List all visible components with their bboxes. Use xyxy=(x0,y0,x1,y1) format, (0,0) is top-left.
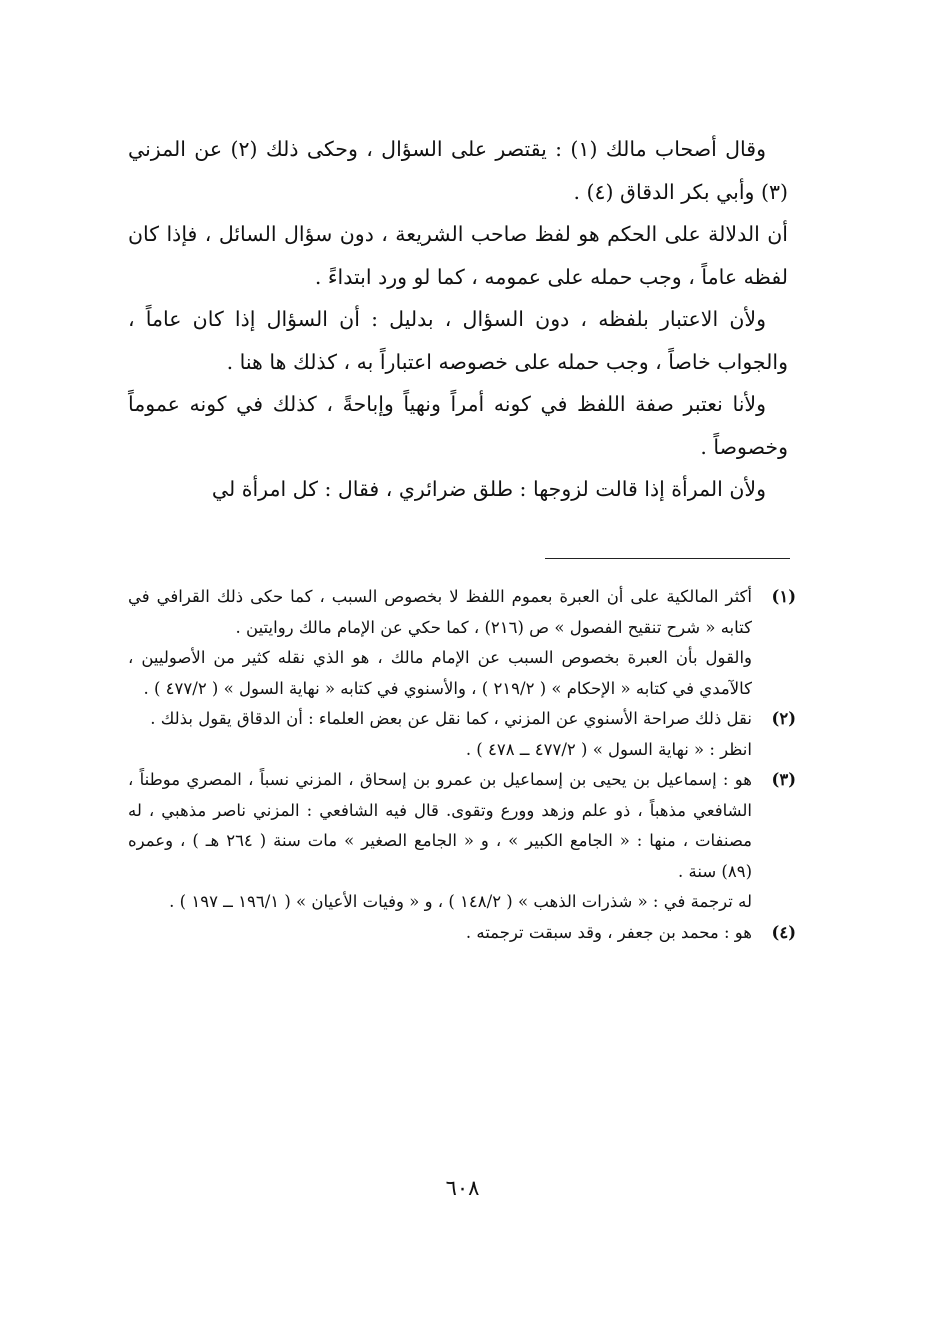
footnote-body xyxy=(128,765,752,918)
body-paragraph: وقال أصحاب مالك (١) : يقتصر على السؤال ، وحكى ذلك (٢) عن المزني (٣) وأبي بكر الدقاق (٤) . xyxy=(128,137,788,204)
footnote-text: له ترجمة في : « شذرات الذهب » ( ١٤٨/٢ ) ، و « وفيات الأعيان » ( ١٩٦/١ ــ ١٩٧ ) . xyxy=(169,892,752,911)
footnote-number: (٢) xyxy=(771,709,796,728)
body-paragraph: ولأن المرأة إذا قالت لزوجها : طلق ضرائري ، فقال : كل امرأة لي xyxy=(211,477,766,501)
footnote-1 xyxy=(128,582,796,704)
footnote-text: هو : محمد بن جعفر ، وقد سبقت ترجمته . xyxy=(465,922,752,942)
footnote-text: أكثر المالكية على أن العبرة بعموم اللفظ لا بخصوص السبب ، كما حكى ذلك القرافي في كتابه « شرح تنقيح الفصول » ص (٢١٦) ، كما حكي عن الإمام مالك روايتين . xyxy=(128,587,752,637)
footnote-4 xyxy=(128,918,796,949)
body-paragraph: أن الدلالة على الحكم هو لفظ صاحب الشريعة ، دون سؤال السائل ، فإذا كان لفظه عاماً ، وجب حمله على عمومه ، كما لو ورد ابتداءً . xyxy=(128,222,788,289)
footnote-text: نقل ذلك صراحة الأسنوي عن المزني ، كما نقل عن بعض العلماء : أن الدقاق يقول بذلك . xyxy=(150,709,752,728)
footnote-separator xyxy=(545,558,790,559)
footnote-2 xyxy=(128,704,796,765)
footnote-3 xyxy=(128,765,796,918)
footnote-text: والقول بأن العبرة بخصوص السبب عن الإمام مالك ، هو الذي نقله كثير من الأصوليين ، كالآمدي في كتابه « الإحكام » ( ٢١٩/٢ ) ، والأسنوي في كتابه « نهاية السول » ( ٤٧٧/٢ ) . xyxy=(128,648,752,698)
footnote-number: (١) xyxy=(771,587,796,606)
footnote-number: (٤) xyxy=(771,922,796,942)
footnote-body xyxy=(128,582,752,704)
main-text xyxy=(128,128,788,511)
page-number: ٦٠٨ xyxy=(445,1176,480,1200)
footnote-body xyxy=(128,918,752,949)
footnote-body xyxy=(128,704,752,765)
body-paragraph: ولأن الاعتبار بلفظه ، دون السؤال ، بدليل : أن السؤال إذا كان عاماً ، والجواب خاصاً ، وجب حمله على خصوصه اعتباراً به ، كذلك ها هنا . xyxy=(128,307,788,374)
footnotes xyxy=(128,582,796,948)
body-paragraph: ولأنا نعتبر صفة اللفظ في كونه أمراً ونهياً وإباحةً ، كذلك في كونه عموماً وخصوصاً . xyxy=(128,392,788,459)
footnote-text: انظر : « نهاية السول » ( ٤٧٧/٢ ــ ٤٧٨ ) . xyxy=(465,739,752,759)
footnote-number: (٣) xyxy=(771,770,796,789)
footnote-text: هو : إسماعيل بن يحيى بن إسماعيل بن عمرو بن إسحاق ، المزني نسباً ، المصري موطناً ، الشافعي مذهباً ، ذو علم وزهد وورع وتقوى. قال فيه الشافعي : المزني ناصر مذهبي ، له مصنفات ، منها : « الجامع الكبير » ، و « الجامع الصغير » مات سنة ( ٢٦٤ هـ ) ، وعمره (٨٩) سنة . xyxy=(128,770,752,881)
